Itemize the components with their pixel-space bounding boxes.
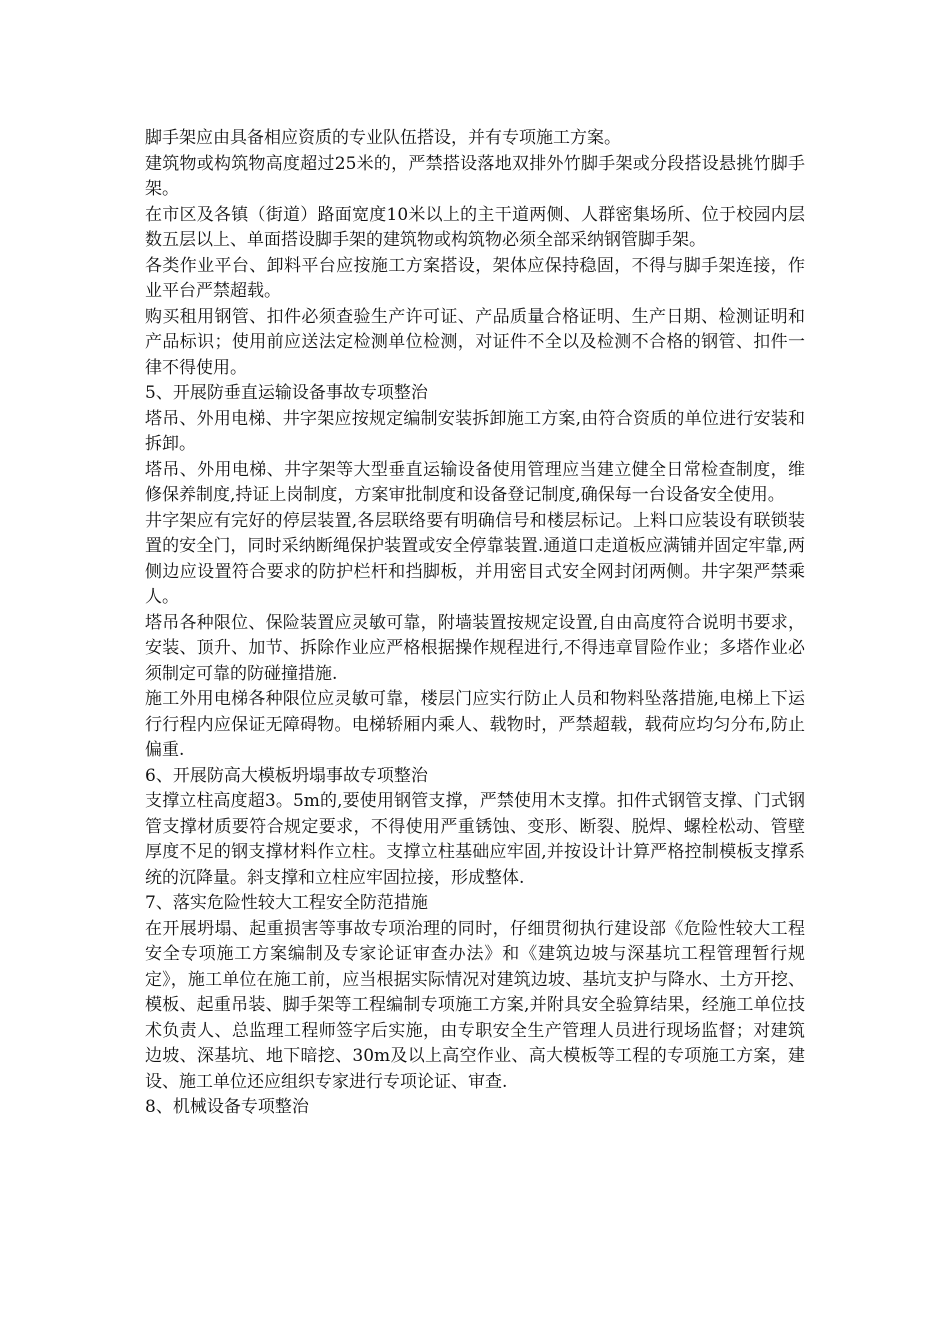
section-heading-6: 6、开展防高大模板坍塌事故专项整治 (145, 765, 428, 786)
paragraph-dangerous-works: 在开展坍塌、起重损害等事故专项治理的同时，仔细贯彻执行建设部《危险性较大工程安全专项施工方案编制及专家论证审查办法》和《建筑边坡与深基坑工程管理暂行规定》，施工单位在施工前，应当根据实际情况对建筑边坡、基坑支护与降水、土方开挖、模板、起重吊装、脚手架等工程编制专项施工方案,并附具安全验算结果，经施工单位技术负责人、总监理工程师签字后实施，由专职安全生产管理人员进行现场监督；对建筑边坡、深基坑、地下暗挖、30m及以上高空作业、高大模板等工程的专项施工方案，建设、施工单位还应组织专家进行专项论证、审查. (145, 918, 805, 1092)
paragraph-work-platform: 各类作业平台、卸料平台应按施工方案搭设，架体应保持稳固，不得与脚手架连接，作业平台严禁超载。 (145, 255, 805, 301)
paragraph-derrick-safety: 井字架应有完好的停层装置,各层联络要有明确信号和楼层标记。上料口应装设有联锁装置的安全门，同时采纳断绳保护装置或安全停靠装置.通道口走道板应满铺并固定牢靠,两侧边应设置符合要求的防护栏杆和挡脚板，并用密目式安全网封闭两侧。井字架严禁乘人。 (145, 510, 805, 607)
paragraph-scaffold-height: 建筑物或构筑物高度超过25米的，严禁搭设落地双排外竹脚手架或分段搭设悬挑竹脚手架。 (145, 153, 805, 199)
section-heading-8: 8、机械设备专项整治 (145, 1097, 309, 1117)
paragraph-scaffold-qualification: 脚手架应由具备相应资质的专业队伍搭设，并有专项施工方案。 (145, 128, 621, 148)
paragraph-installation-plan: 塔吊、外用电梯、井字架应按规定编制安装拆卸施工方案,由符合资质的单位进行安装和拆卸。 (145, 408, 805, 454)
section-heading-7: 7、落实危险性较大工程安全防范措施 (145, 893, 428, 913)
paragraph-tower-crane: 塔吊各种限位、保险装置应灵敏可靠，附墙装置按规定设置,自由高度符合说明书要求，安装、顶升、加节、拆除作业应严格根据操作规程进行,不得违章冒险作业；多塔作业必须制定可靠的防碰撞措施. (145, 612, 805, 684)
paragraph-equipment-management: 塔吊、外用电梯、井字架等大型垂直运输设备使用管理应当建立健全日常检查制度，维修保养制度,持证上岗制度，方案审批制度和设备登记制度,确保每一台设备安全使用。 (145, 459, 805, 505)
paragraph-formwork-support: 支撑立柱高度超3。5m的,要使用钢管支撑，严禁使用木支撑。扣件式钢管支撑、门式钢管支撑材质要符合规定要求，不得使用严重锈蚀、变形、断裂、脱焊、螺栓松动、管壁厚度不足的钢支撑材料作立柱。支撑立柱基础应牢固,并按设计计算严格控制模板支撑系统的沉降量。斜支撑和立柱应牢固拉接，形成整体. (145, 791, 805, 888)
paragraph-elevator: 施工外用电梯各种限位应灵敏可靠，楼层门应实行防止人员和物料坠落措施,电梯上下运行行程内应保证无障碍物。电梯轿厢内乘人、载物时，严禁超载，载荷应均匀分布,防止偏重. (145, 689, 805, 760)
paragraph-steel-pipe-inspection: 购买租用钢管、扣件必须查验生产许可证、产品质量合格证明、生产日期、检测证明和产品标识；使用前应送法定检测单位检测，对证件不全以及检测不合格的钢管、扣件一律不得使用。 (145, 306, 805, 378)
paragraph-steel-scaffold: 在市区及各镇（街道）路面宽度10米以上的主干道两侧、人群密集场所、位于校园内层数五层以上、单面搭设脚手架的建筑物或构筑物必须全部采纳钢管脚手架。 (145, 204, 805, 250)
document-body (145, 126, 805, 1121)
section-heading-5: 5、开展防垂直运输设备事故专项整治 (145, 383, 428, 403)
